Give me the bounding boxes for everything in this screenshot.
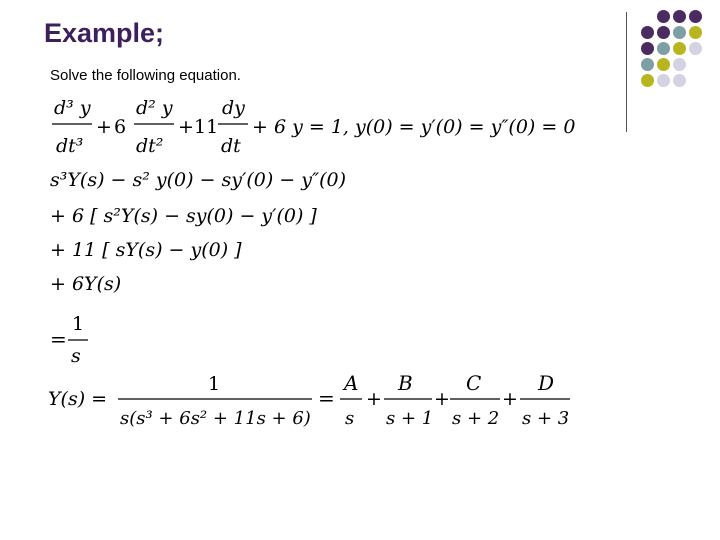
equals-one-over-s (50, 313, 88, 367)
plus-sign: + (502, 388, 518, 410)
slide-subtitle: Solve the following equation. (50, 67, 241, 84)
term-b-denominator: s + 1 (386, 408, 434, 429)
ode-d3y-denominator: dt³ (56, 135, 84, 157)
term-d-numerator: D (538, 371, 555, 395)
ode-d2y-denominator: dt² (136, 135, 164, 157)
term-a-denominator: s (345, 408, 355, 429)
ode-d3y-numerator: d³ y (54, 97, 91, 119)
ode-coef-6: 6 (114, 116, 127, 138)
ode-rest: + 6 y = 1, y(0) = y′(0) = y″(0) = 0 (252, 116, 576, 138)
solution-denominator: s(s³ + 6s² + 11s + 6) (120, 408, 311, 429)
solution-numerator: 1 (208, 373, 221, 395)
laplace-line-4: + 6Y(s) (50, 273, 122, 295)
partial-fraction-solution (48, 371, 570, 429)
equals-sign: = (318, 386, 335, 410)
svg-text:+: + (178, 116, 194, 138)
ode-dy-numerator: dy (222, 97, 245, 119)
ode-dy-denominator: dt (221, 135, 241, 157)
fraction-denominator: s (71, 345, 81, 367)
ode-equation (52, 97, 575, 157)
equals-sign: = (50, 327, 67, 351)
plus-sign: + (434, 388, 450, 410)
fraction-numerator: 1 (72, 313, 85, 335)
term-d-denominator: s + 3 (522, 408, 570, 429)
svg-text:+: + (96, 116, 112, 138)
solution-lhs: Y(s) = (48, 388, 108, 410)
term-c-denominator: s + 2 (452, 408, 500, 429)
laplace-line-3: + 11 [ sY(s) − y(0) ] (50, 239, 242, 261)
ode-coef-11: 11 (194, 116, 219, 138)
plus-sign: + (366, 388, 382, 410)
slide-title: Example; (44, 18, 165, 48)
term-b-numerator: B (398, 371, 413, 395)
term-c-numerator: C (466, 371, 482, 395)
laplace-line-1: s³Y(s) − s² y(0) − sy′(0) − y″(0) (50, 169, 346, 191)
laplace-line-2: + 6 [ s²Y(s) − sy(0) − y′(0) ] (50, 205, 317, 227)
ode-d2y-numerator: d² y (136, 97, 173, 119)
term-a-numerator: A (344, 371, 359, 395)
laplace-expansion (50, 169, 346, 295)
